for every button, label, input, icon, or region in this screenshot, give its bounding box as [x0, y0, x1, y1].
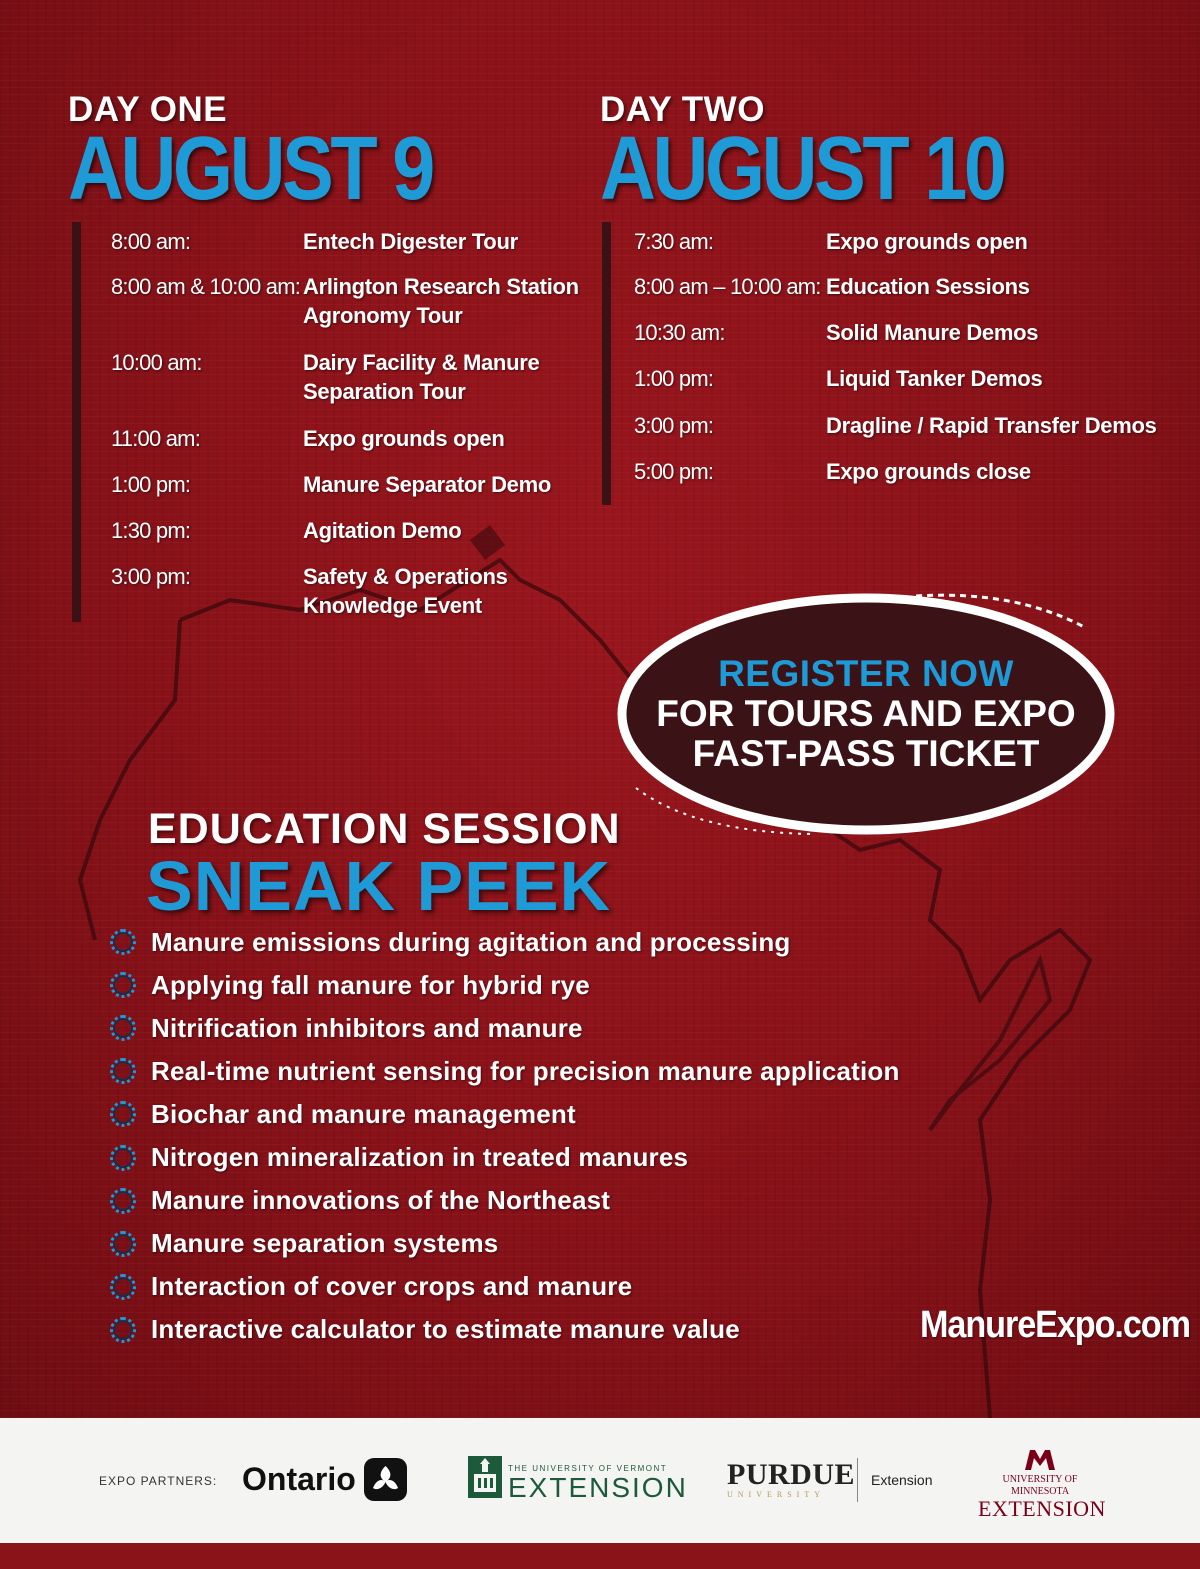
day-two-label: DAY TWO	[600, 90, 765, 129]
website-link[interactable]: ManureExpo.com	[920, 1304, 1190, 1346]
education-topic-label: Real-time nutrient sensing for precision manure application	[151, 1055, 900, 1086]
purdue-wordmark: PURDUE	[727, 1458, 855, 1491]
circle-bullet-icon	[110, 972, 136, 998]
schedule-time: 11:00 am:	[111, 426, 201, 451]
schedule-event: Education Sessions	[826, 274, 1030, 299]
circle-bullet-icon	[110, 1274, 136, 1300]
partners-label: EXPO PARTNERS:	[99, 1474, 218, 1488]
schedule-time: 10:30 am:	[634, 320, 725, 345]
education-topic-label: Nitrogen mineralization in treated manures	[151, 1142, 689, 1172]
education-topic-label: Biochar and manure management	[151, 1098, 576, 1129]
uvm-building-icon	[468, 1456, 502, 1498]
day-one-schedule-bar	[72, 222, 81, 622]
register-now-badge[interactable]	[616, 588, 1116, 836]
schedule-event: Arlington Research Station	[303, 274, 579, 299]
uvm-university-name: THE UNIVERSITY OF VERMONT	[508, 1464, 668, 1473]
umn-extension-wordmark: EXTENSION	[978, 1496, 1106, 1521]
schedule-event: Expo grounds open	[303, 426, 505, 451]
circle-bullet-icon	[110, 1317, 136, 1343]
purdue-university-label: UNIVERSITY	[727, 1490, 825, 1499]
ontario-logo	[242, 1458, 407, 1501]
register-text	[616, 654, 1116, 774]
education-title: EDUCATION SESSION	[148, 805, 621, 853]
schedule-time: 8:00 am & 10:00 am:	[111, 274, 301, 299]
schedule-event: Agitation Demo	[303, 518, 462, 543]
schedule-event: Knowledge Event	[303, 593, 482, 618]
schedule-time: 1:00 pm:	[634, 366, 714, 391]
circle-bullet-icon	[110, 1058, 136, 1084]
education-topic-label: Manure separation systems	[151, 1228, 499, 1259]
schedule-event: Expo grounds open	[826, 229, 1028, 254]
schedule-time: 3:00 pm:	[634, 413, 714, 438]
schedule-time: 7:30 am:	[634, 229, 714, 254]
trillium-icon	[364, 1458, 407, 1501]
circle-bullet-icon	[110, 1145, 136, 1171]
umn-university-name: UNIVERSITY OF MINNESOTA	[1002, 1474, 1078, 1497]
purdue-extension-logo	[727, 1458, 933, 1499]
schedule-event: Agronomy Tour	[303, 303, 463, 328]
circle-bullet-icon	[110, 1101, 136, 1127]
education-topic-item	[110, 1010, 583, 1046]
purdue-extension-label: Extension	[871, 1472, 933, 1488]
education-topic-item	[110, 967, 590, 1003]
day-one-label: DAY ONE	[68, 90, 228, 129]
day-two-date: AUGUST 10	[600, 119, 1004, 219]
education-topic-item	[110, 1053, 900, 1089]
education-topic-item	[110, 1269, 632, 1305]
uvm-extension-wordmark: EXTENSION	[508, 1472, 688, 1503]
umn-extension-logo	[978, 1450, 1106, 1521]
umn-m-icon	[978, 1450, 1102, 1474]
education-topic-label: Interactive calculator to estimate manure value	[151, 1314, 740, 1345]
schedule-event: Dragline / Rapid Transfer Demos	[826, 413, 1157, 438]
schedule-time: 8:00 am:	[111, 229, 191, 254]
education-subtitle: SNEAK PEEK	[146, 847, 612, 925]
schedule-event: Liquid Tanker Demos	[826, 366, 1043, 391]
circle-bullet-icon	[110, 1231, 136, 1257]
education-topic-item	[110, 1096, 576, 1132]
schedule-time: 1:30 pm:	[111, 518, 191, 543]
schedule-event: Manure Separator Demo	[303, 472, 551, 497]
schedule-time: 1:00 pm:	[111, 472, 191, 497]
register-line-fastpass: FAST-PASS TICKET	[692, 733, 1040, 774]
schedule-event: Safety & Operations	[303, 564, 508, 589]
education-topic-item	[110, 1312, 740, 1348]
schedule-event: Expo grounds close	[826, 459, 1031, 484]
education-topic-item	[110, 1183, 610, 1219]
education-topic-item	[110, 1140, 688, 1176]
education-topic-label: Manure innovations of the Northeast	[151, 1185, 611, 1216]
schedule-event: Entech Digester Tour	[303, 229, 518, 254]
education-topic-item	[110, 924, 790, 960]
circle-bullet-icon	[110, 1015, 136, 1041]
education-topic-label: Manure emissions during agitation and processing	[151, 926, 791, 957]
schedule-time: 10:00 am:	[111, 350, 202, 375]
schedule-event: Solid Manure Demos	[826, 320, 1039, 345]
schedule-event: Dairy Facility & Manure	[303, 350, 540, 375]
register-line-tours: FOR TOURS AND EXPO	[656, 693, 1076, 734]
education-topic-item	[110, 1226, 498, 1262]
uvm-extension-logo	[468, 1456, 688, 1503]
day-two-schedule-bar	[602, 222, 611, 505]
ontario-wordmark: Ontario	[242, 1461, 356, 1497]
schedule-time: 5:00 pm:	[634, 459, 714, 484]
schedule-time: 3:00 pm:	[111, 564, 191, 589]
schedule-time: 8:00 am – 10:00 am:	[634, 274, 821, 299]
schedule-event: Separation Tour	[303, 379, 466, 404]
education-topic-label: Applying fall manure for hybrid rye	[151, 969, 590, 1000]
circle-bullet-icon	[110, 1188, 136, 1214]
day-one-date: AUGUST 9	[68, 119, 432, 219]
education-topic-label: Nitrification inhibitors and manure	[151, 1012, 583, 1043]
purdue-divider	[857, 1458, 858, 1502]
bottom-strip	[0, 1543, 1200, 1569]
circle-bullet-icon	[110, 929, 136, 955]
register-now-label: REGISTER NOW	[718, 653, 1014, 694]
education-topic-label: Interaction of cover crops and manure	[151, 1271, 633, 1302]
